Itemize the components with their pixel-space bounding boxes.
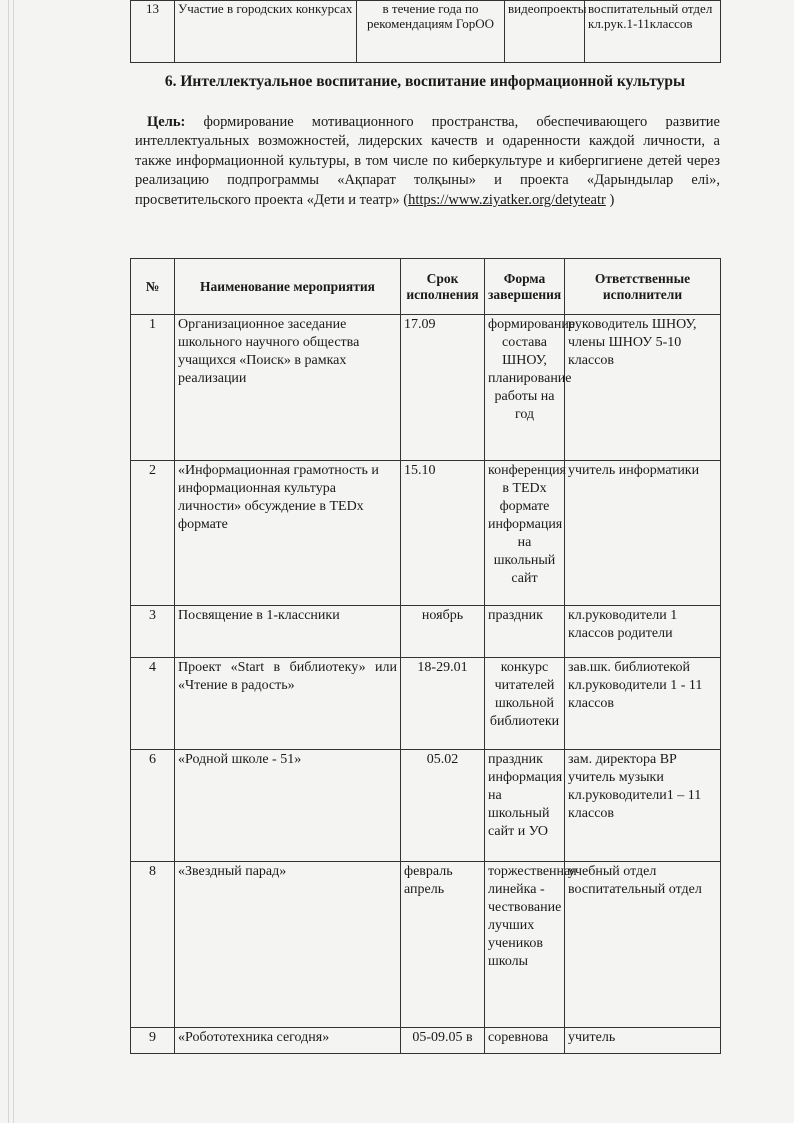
event-term: 05-09.05 в <box>401 1028 485 1054</box>
event-name: Посвящение в 1-классники <box>175 606 401 658</box>
header-term: Срок исполнения <box>401 259 485 315</box>
row-number: 1 <box>131 315 175 461</box>
completion-form: праздник информация на школьный сайт и УО <box>485 750 565 862</box>
table-row <box>131 750 721 862</box>
row-number: 2 <box>131 461 175 606</box>
header-form: Форма завершения <box>485 259 565 315</box>
event-term: ноябрь <box>401 606 485 658</box>
event-name: «Родной школе - 51» <box>175 750 401 862</box>
completion-form: конференция в TEDx формате информация на школьный сайт <box>485 461 565 606</box>
completion-form: формирование состава ШНОУ, планирование работы на год <box>485 315 565 461</box>
section-title: 6. Интеллектуальное воспитание, воспитание информационной культуры <box>164 73 686 90</box>
event-term: 18-29.01 <box>401 658 485 750</box>
row-number: 13 <box>131 1 175 63</box>
responsible-persons: зам. директора ВР учитель музыки кл.руководители1 – 11 классов <box>565 750 721 862</box>
header-num: № <box>131 259 175 315</box>
row-number: 3 <box>131 606 175 658</box>
header-responsible: Ответственные исполнители <box>565 259 721 315</box>
responsible-persons: учитель информатики <box>565 461 721 606</box>
row-number: 9 <box>131 1028 175 1054</box>
responsible-persons: учебный отдел воспитательный отдел <box>565 862 721 1028</box>
table-row <box>131 658 721 750</box>
responsible-persons: руководитель ШНОУ, члены ШНОУ 5-10 классов <box>565 315 721 461</box>
responsible-persons: воспитательный отдел кл.рук.1-11классов <box>585 1 721 63</box>
table-header-row <box>131 259 721 315</box>
responsible-persons: зав.шк. библиотекой кл.руководители 1 - 11 классов <box>565 658 721 750</box>
event-name: Организационное заседание школьного научного общества учащихся «Поиск» в рамках реализации <box>175 315 401 461</box>
table-row <box>131 315 721 461</box>
event-name: Проект «Start в библиотеку» или «Чтение в радость» <box>175 658 401 750</box>
table-row <box>131 1028 721 1054</box>
table-row <box>131 461 721 606</box>
goal-link-close: ) <box>605 191 615 208</box>
goal-text: формирование мотивационного пространства, обеспечивающего развитие интеллектуальных возможностей, лидерских качеств и одаренности каждой личности, а также информационной культуры, в том числе по киберкультуре и кибергигиене детей через реализацию подпрограммы «Ақпарат толқыны» и проекта «Дарындылар елі», просветительского проекта «Дети и театр» <box>135 114 720 208</box>
completion-form: торжественная линейка - чествование лучших учеников школы <box>485 862 565 1028</box>
completion-form: соревнова <box>485 1028 565 1054</box>
responsible-persons: учитель <box>565 1028 721 1054</box>
event-name: «Звездный парад» <box>175 862 401 1028</box>
event-term: февраль апрель <box>401 862 485 1028</box>
goal-link-open: ( <box>403 191 409 208</box>
event-term: 15.10 <box>401 461 485 606</box>
row-number: 6 <box>131 750 175 862</box>
paper-edge <box>13 0 14 1123</box>
table-row <box>131 862 721 1028</box>
goal-label: Цель: <box>147 114 186 130</box>
responsible-persons: кл.руководители 1 классов родители <box>565 606 721 658</box>
event-name: Участие в городских конкурсах <box>175 1 357 63</box>
row-number: 8 <box>131 862 175 1028</box>
goal-link[interactable]: https://www.ziyatker.org/detyteatr <box>408 191 606 208</box>
table-row <box>131 1 721 63</box>
previous-table-fragment <box>130 0 721 63</box>
event-name: «Робототехника сегодня» <box>175 1028 401 1054</box>
event-term: 05.02 <box>401 750 485 862</box>
paper-edge <box>8 0 9 1123</box>
event-term: в течение года по рекомендациям ГорОО <box>357 1 505 63</box>
header-event: Наименование мероприятия <box>175 259 401 315</box>
event-term: 17.09 <box>401 315 485 461</box>
row-number: 4 <box>131 658 175 750</box>
event-name: «Информационная грамотность и информационная культура личности» обсуждение в TEDx формате <box>175 461 401 606</box>
goal-paragraph <box>135 113 720 210</box>
completion-form: видеопроекты <box>505 1 585 63</box>
completion-form: конкурс читателей школьной библиотеки <box>485 658 565 750</box>
completion-form: праздник <box>485 606 565 658</box>
events-table <box>130 258 721 1054</box>
table-row <box>131 606 721 658</box>
